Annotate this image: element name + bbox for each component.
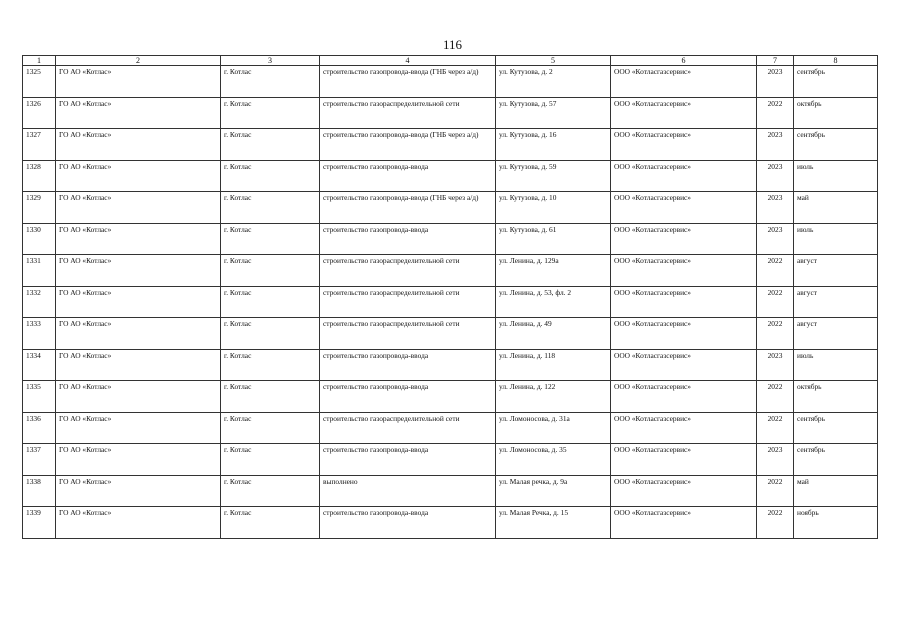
settlement-cell: г. Котлас — [221, 160, 320, 192]
contractor-cell: ООО «Котласгазсервис» — [611, 129, 757, 161]
settlement-cell: г. Котлас — [221, 255, 320, 287]
column-header-1: 1 — [23, 56, 56, 66]
row-number-cell: 1334 — [23, 349, 56, 381]
settlement-cell: г. Котлас — [221, 286, 320, 318]
work-type-cell: строительство газораспределительной сети — [320, 318, 496, 350]
settlement-cell: г. Котлас — [221, 507, 320, 539]
contractor-cell: ООО «Котласгазсервис» — [611, 507, 757, 539]
header-row — [23, 56, 878, 66]
year-cell: 2022 — [757, 475, 794, 507]
address-cell: ул. Ленина, д. 49 — [496, 318, 611, 350]
row-number-cell: 1331 — [23, 255, 56, 287]
year-cell: 2022 — [757, 286, 794, 318]
month-cell: октябрь — [794, 97, 878, 129]
municipality-cell: ГО АО «Котлас» — [56, 475, 221, 507]
address-cell: ул. Кутузова, д. 10 — [496, 192, 611, 224]
year-cell: 2023 — [757, 192, 794, 224]
work-type-cell: строительство газопровода-ввода (ГНБ через а/д) — [320, 66, 496, 98]
table-body — [23, 66, 878, 539]
contractor-cell: ООО «Котласгазсервис» — [611, 192, 757, 224]
contractor-cell: ООО «Котласгазсервис» — [611, 475, 757, 507]
row-number-cell: 1338 — [23, 475, 56, 507]
work-type-cell: строительство газопровода-ввода — [320, 349, 496, 381]
municipality-cell: ГО АО «Котлас» — [56, 66, 221, 98]
gas-works-table — [22, 55, 878, 539]
address-cell: ул. Кутузова, д. 2 — [496, 66, 611, 98]
row-number-cell: 1333 — [23, 318, 56, 350]
contractor-cell: ООО «Котласгазсервис» — [611, 223, 757, 255]
work-type-cell: строительство газопровода-ввода — [320, 507, 496, 539]
column-header-3: 3 — [221, 56, 320, 66]
table-row — [23, 349, 878, 381]
year-cell: 2023 — [757, 444, 794, 476]
year-cell: 2022 — [757, 381, 794, 413]
address-cell: ул. Ленина, д. 118 — [496, 349, 611, 381]
row-number-cell: 1325 — [23, 66, 56, 98]
row-number-cell: 1339 — [23, 507, 56, 539]
month-cell: сентябрь — [794, 129, 878, 161]
work-type-cell: строительство газопровода-ввода — [320, 223, 496, 255]
contractor-cell: ООО «Котласгазсервис» — [611, 255, 757, 287]
work-type-cell: строительство газопровода-ввода — [320, 160, 496, 192]
address-cell: ул. Ленина, д. 122 — [496, 381, 611, 413]
month-cell: июль — [794, 223, 878, 255]
table-row — [23, 223, 878, 255]
address-cell: ул. Ленина, д. 53, фл. 2 — [496, 286, 611, 318]
municipality-cell: ГО АО «Котлас» — [56, 160, 221, 192]
settlement-cell: г. Котлас — [221, 349, 320, 381]
table-row — [23, 255, 878, 287]
year-cell: 2022 — [757, 412, 794, 444]
row-number-cell: 1329 — [23, 192, 56, 224]
contractor-cell: ООО «Котласгазсервис» — [611, 318, 757, 350]
year-cell: 2023 — [757, 223, 794, 255]
municipality-cell: ГО АО «Котлас» — [56, 223, 221, 255]
address-cell: ул. Кутузова, д. 16 — [496, 129, 611, 161]
table-row — [23, 66, 878, 98]
year-cell: 2022 — [757, 318, 794, 350]
work-type-cell: строительство газораспределительной сети — [320, 97, 496, 129]
year-cell: 2022 — [757, 507, 794, 539]
address-cell: ул. Кутузова, д. 61 — [496, 223, 611, 255]
address-cell: ул. Малая Речка, д. 15 — [496, 507, 611, 539]
table-row — [23, 318, 878, 350]
contractor-cell: ООО «Котласгазсервис» — [611, 412, 757, 444]
month-cell: сентябрь — [794, 444, 878, 476]
work-type-cell: строительство газораспределительной сети — [320, 286, 496, 318]
page-number: 116 — [442, 37, 463, 52]
contractor-cell: ООО «Котласгазсервис» — [611, 97, 757, 129]
settlement-cell: г. Котлас — [221, 223, 320, 255]
work-type-cell: строительство газопровода-ввода — [320, 381, 496, 413]
month-cell: июль — [794, 160, 878, 192]
row-number-cell: 1328 — [23, 160, 56, 192]
settlement-cell: г. Котлас — [221, 412, 320, 444]
month-cell: сентябрь — [794, 412, 878, 444]
settlement-cell: г. Котлас — [221, 475, 320, 507]
contractor-cell: ООО «Котласгазсервис» — [611, 444, 757, 476]
settlement-cell: г. Котлас — [221, 97, 320, 129]
settlement-cell: г. Котлас — [221, 381, 320, 413]
table-row — [23, 97, 878, 129]
month-cell: август — [794, 255, 878, 287]
municipality-cell: ГО АО «Котлас» — [56, 318, 221, 350]
table-row — [23, 286, 878, 318]
contractor-cell: ООО «Котласгазсервис» — [611, 160, 757, 192]
column-header-8: 8 — [794, 56, 878, 66]
column-header-4: 4 — [320, 56, 496, 66]
work-type-cell: строительство газораспределительной сети — [320, 412, 496, 444]
municipality-cell: ГО АО «Котлас» — [56, 286, 221, 318]
work-type-cell: строительство газораспределительной сети — [320, 255, 496, 287]
row-number-cell: 1337 — [23, 444, 56, 476]
year-cell: 2022 — [757, 97, 794, 129]
contractor-cell: ООО «Котласгазсервис» — [611, 381, 757, 413]
row-number-cell: 1335 — [23, 381, 56, 413]
year-cell: 2023 — [757, 160, 794, 192]
row-number-cell: 1332 — [23, 286, 56, 318]
address-cell: ул. Ленина, д. 129а — [496, 255, 611, 287]
address-cell: ул. Ломоносова, д. 35 — [496, 444, 611, 476]
municipality-cell: ГО АО «Котлас» — [56, 349, 221, 381]
table-row — [23, 444, 878, 476]
municipality-cell: ГО АО «Котлас» — [56, 192, 221, 224]
column-header-2: 2 — [56, 56, 221, 66]
municipality-cell: ГО АО «Котлас» — [56, 97, 221, 129]
table-row — [23, 192, 878, 224]
work-type-cell: выполнено — [320, 475, 496, 507]
month-cell: май — [794, 475, 878, 507]
year-cell: 2023 — [757, 349, 794, 381]
table-row — [23, 381, 878, 413]
month-cell: октябрь — [794, 381, 878, 413]
row-number-cell: 1336 — [23, 412, 56, 444]
address-cell: ул. Кутузова, д. 57 — [496, 97, 611, 129]
month-cell: сентябрь — [794, 66, 878, 98]
address-cell: ул. Ломоносова, д. 31а — [496, 412, 611, 444]
table-row — [23, 507, 878, 539]
month-cell: август — [794, 318, 878, 350]
table-row — [23, 412, 878, 444]
settlement-cell: г. Котлас — [221, 66, 320, 98]
table-row — [23, 160, 878, 192]
month-cell: ноябрь — [794, 507, 878, 539]
address-cell: ул. Малая речка, д. 9а — [496, 475, 611, 507]
column-header-5: 5 — [496, 56, 611, 66]
work-type-cell: строительство газопровода-ввода (ГНБ через а/д) — [320, 129, 496, 161]
row-number-cell: 1326 — [23, 97, 56, 129]
municipality-cell: ГО АО «Котлас» — [56, 412, 221, 444]
month-cell: август — [794, 286, 878, 318]
settlement-cell: г. Котлас — [221, 318, 320, 350]
column-header-6: 6 — [611, 56, 757, 66]
table-row — [23, 129, 878, 161]
year-cell: 2023 — [757, 129, 794, 161]
address-cell: ул. Кутузова, д. 59 — [496, 160, 611, 192]
year-cell: 2022 — [757, 255, 794, 287]
month-cell: июль — [794, 349, 878, 381]
work-type-cell: строительство газопровода-ввода — [320, 444, 496, 476]
settlement-cell: г. Котлас — [221, 444, 320, 476]
column-header-7: 7 — [757, 56, 794, 66]
work-type-cell: строительство газопровода-ввода (ГНБ через а/д) — [320, 192, 496, 224]
month-cell: май — [794, 192, 878, 224]
row-number-cell: 1327 — [23, 129, 56, 161]
year-cell: 2023 — [757, 66, 794, 98]
settlement-cell: г. Котлас — [221, 192, 320, 224]
contractor-cell: ООО «Котласгазсервис» — [611, 286, 757, 318]
municipality-cell: ГО АО «Котлас» — [56, 129, 221, 161]
contractor-cell: ООО «Котласгазсервис» — [611, 66, 757, 98]
municipality-cell: ГО АО «Котлас» — [56, 255, 221, 287]
municipality-cell: ГО АО «Котлас» — [56, 381, 221, 413]
settlement-cell: г. Котлас — [221, 129, 320, 161]
row-number-cell: 1330 — [23, 223, 56, 255]
municipality-cell: ГО АО «Котлас» — [56, 507, 221, 539]
municipality-cell: ГО АО «Котлас» — [56, 444, 221, 476]
table-row — [23, 475, 878, 507]
contractor-cell: ООО «Котласгазсервис» — [611, 349, 757, 381]
